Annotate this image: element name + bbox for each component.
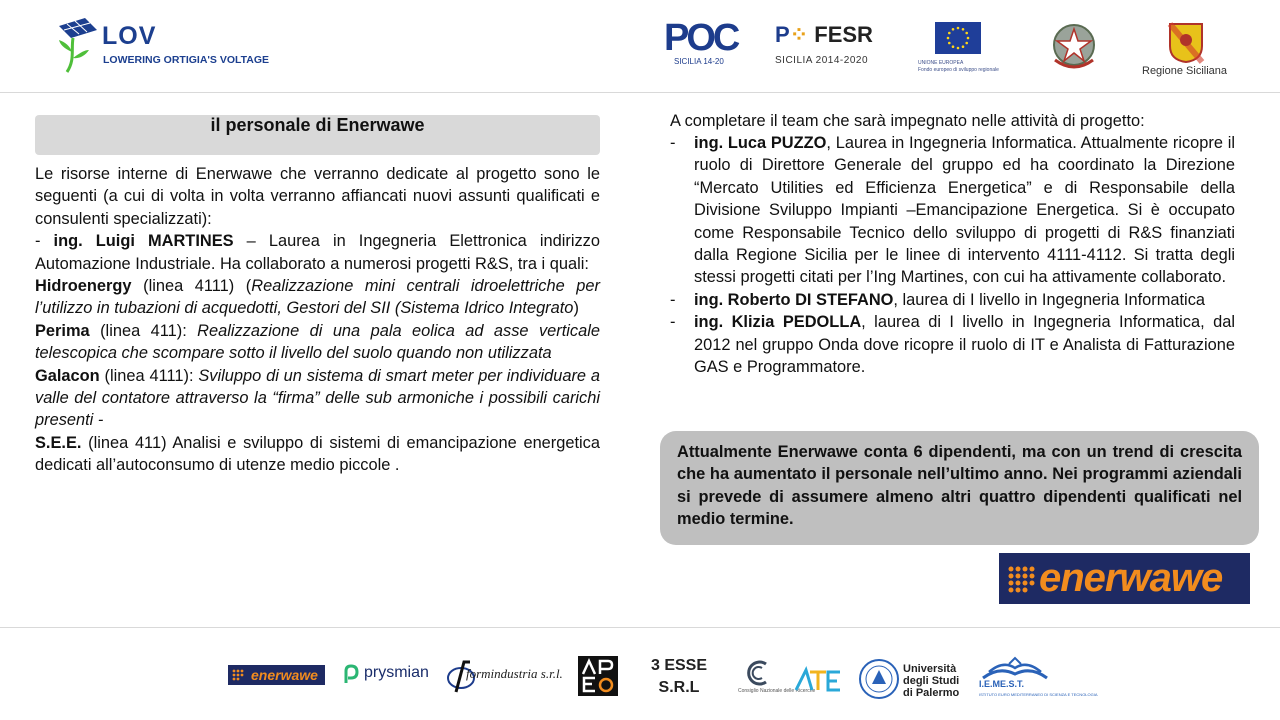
prysmian-mark-icon [340, 663, 362, 687]
project-line: (linea 411) Analisi e sviluppo di sistemi di emancipazione energetica dedicati all’autoconsumo di utenze medio piccole . [35, 433, 600, 475]
tre-esse-line1: 3 ESSE [650, 657, 708, 674]
member-paragraph [35, 230, 600, 275]
cnr-caption: Consiglio Nazionale delle Ricerche [738, 688, 816, 694]
team-member-description: , laurea di I livello in Ingegneria Informatica [893, 290, 1206, 309]
poc-logo-text: POC [664, 17, 738, 59]
unipa-logo [858, 658, 960, 702]
footer-enerwawe-logo [228, 665, 325, 685]
iemest-logo [975, 656, 1098, 704]
project-description: Realizzazione di una pala eolica ad asse verticale telescopica che scompare sotto il livello del suolo quando non utilizzata [35, 321, 600, 363]
cnr-mark-icon [738, 658, 780, 686]
member-description: – Laurea in Ingegneria Elettronica indirizzo Automazione Industriale. Ha collaborato a numerosi progetti R&S, tra i quali: [35, 232, 600, 273]
ate-logo-icon [794, 664, 844, 694]
member-name: ing. Luigi MARTINES [53, 232, 234, 251]
prysmian-text: prysmian [364, 664, 429, 681]
solar-plant-icon [55, 18, 101, 74]
lov-logo [55, 18, 295, 74]
project-name: Galacon [35, 366, 100, 385]
eu-caption-1: UNIONE EUROPEA [918, 60, 964, 66]
prysmian-logo [340, 661, 435, 687]
unipa-text: Università degli Studi di Palermo [903, 663, 960, 699]
tre-esse-line2: S.R.L [658, 679, 700, 696]
team-member-description: , Laurea in Ingegneria Informatica. Attualmente ricopre il ruolo di Direttore Generale del gruppo ed ha coordinato la Direzione “Mercato Utilities ed Efficienza Energetica” e di Responsabile della Divisione Sviluppo Impianti –Emancipazione Energetica. Si è occupato come Responsabile Tecnico dello sviluppo di progetti di R&S finanziati dalla Regione Sicilia per le linee di intervento 4111-4112. Si tratta degli stessi progetti citati per l’Ing Martines, con cui ha attivamente collaborato. [694, 134, 1235, 287]
section-header [35, 115, 600, 155]
fesr-logo [775, 22, 875, 70]
eu-caption-2: Fondo europeo di sviluppo regionale [918, 67, 999, 73]
project-name: Perima [35, 321, 90, 340]
team-member-description: , laurea di I livello in Ingegneria Informatica, dal 2012 nel gruppo Onda dove ricopre il ruolo di IT e Analista di Fatturazione GAS e Programmatore. [694, 313, 1235, 377]
list-dash: - [670, 290, 676, 309]
employees-callout: Attualmente Enerwawe conta 6 dipendenti, ma con un trend di crescita che ha aumentato il personale nell’ultimo anno. Nei programmi aziendali si prevede di assumere almeno altri quattro dipendenti qualificati nel medio termine. [660, 431, 1259, 545]
project-line: (linea 4111) ( [131, 277, 252, 296]
enerwawe-logo-text: enerwawe [1039, 556, 1223, 600]
fesr-logo-text: P⁘ FESR [775, 22, 873, 47]
lov-subtitle: LOWERING ORTIGIA'S VOLTAGE [103, 54, 270, 66]
project-item [35, 275, 600, 320]
enerwawe-dots-icon [230, 665, 250, 685]
list-item [670, 132, 1235, 289]
iemest-book-icon [975, 656, 1055, 680]
list-item [670, 289, 1235, 311]
project-tail: ) [573, 299, 579, 318]
project-item [35, 365, 600, 432]
project-line: (linea 411): [89, 321, 198, 340]
team-member-name: ing. Roberto DI STEFANO [694, 290, 894, 309]
list-dash: - [670, 134, 676, 152]
tre-esse-logo [645, 655, 713, 699]
list-dash: - [670, 313, 676, 332]
left-body [35, 163, 600, 477]
cnr-logo [738, 658, 816, 702]
poc-logo [664, 18, 736, 70]
fesr-logo-word: FESR [814, 22, 873, 47]
apeo-logo-icon [578, 656, 618, 696]
eu-flag-icon [935, 22, 981, 54]
header-bar [0, 0, 1280, 93]
section-title: il personale di Enerwawe [210, 115, 425, 135]
formindustria-logo [446, 656, 564, 696]
lov-title: LOV [102, 22, 157, 50]
italian-republic-emblem-icon [1049, 20, 1099, 74]
iemest-text: I.E.ME.S.T. [979, 679, 1025, 689]
regione-siciliana-logo [1140, 20, 1234, 80]
list-item [670, 311, 1235, 378]
poc-logo-caption: SICILIA 14-20 [674, 57, 724, 66]
partners-footer [0, 627, 1280, 720]
enerwawe-dots-icon [1003, 553, 1039, 604]
unipa-seal-icon [858, 658, 900, 700]
sicily-coat-of-arms-icon [1140, 20, 1234, 64]
eu-logo [918, 22, 1000, 78]
footer-enerwawe-text: enerwawe [251, 667, 318, 683]
project-item [35, 320, 600, 365]
project-description: Realizzazione mini centrali idroelettriche per l’utilizzo in tubazioni di acquedotti, Gestori del SII (Sistema Idrico Integrato [35, 277, 600, 318]
team-list [670, 132, 1235, 378]
iemest-subtitle: ISTITUTO EURO MEDITERRANEO DI SCIENZA E TECNOLOGIA [979, 692, 1098, 697]
team-member-name: ing. Klizia PEDOLLA [694, 313, 862, 332]
fesr-logo-caption: SICILIA 2014-2020 [775, 55, 869, 66]
team-intro: A completare il team che sarà impegnato nelle attività di progetto: [670, 112, 1145, 130]
regione-siciliana-label: Regione Siciliana [1142, 65, 1227, 77]
project-name: Hidroenergy [35, 277, 132, 296]
formindustria-text: formindustria s.r.l. [466, 666, 563, 681]
enerwawe-logo [999, 553, 1250, 604]
project-description: Sviluppo di un sistema di smart meter per individuare a valle del contatore attraverso la “firma” delle sub armoniche i possibili carichi presenti - [35, 366, 600, 430]
project-item [35, 432, 600, 477]
intro-paragraph: Le risorse interne di Enerwawe che verranno dedicate al progetto sono le seguenti (a cui di volta in volta verranno affiancati nuovi assunti qualificati e consulenti specializzati): [35, 165, 600, 228]
team-member-name: ing. Luca PUZZO [694, 134, 827, 152]
project-line: (linea 4111): [99, 366, 199, 385]
member-prefix: - [35, 232, 54, 251]
project-name: S.E.E. [35, 433, 82, 452]
